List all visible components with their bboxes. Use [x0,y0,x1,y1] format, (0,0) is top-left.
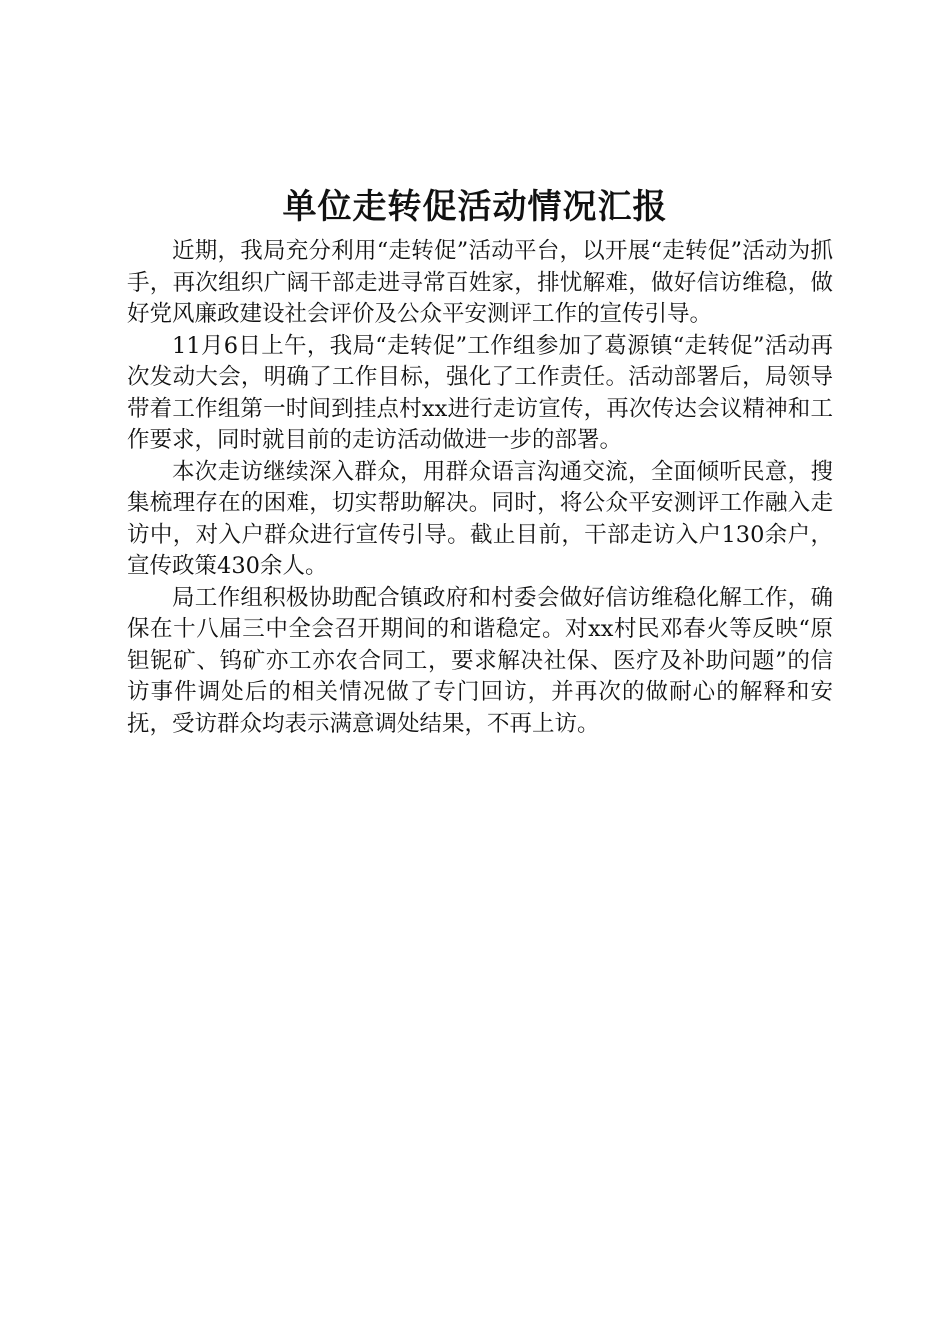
document-body [127,236,833,740]
paragraph-2: 11月6日上午，我局“走转促”工作组参加了葛源镇“走转促”活动再次发动大会，明确了工作目标，强化了工作责任。活动部署后，局领导带着工作组第一时间到挂点村xx进行走访宣传，再次传达会议精神和工作要求，同时就目前的走访活动做进一步的部署。 [127,332,833,453]
paragraph-1: 近期，我局充分利用“走转促”活动平台，以开展“走转促”活动为抓手，再次组织广阔干部走进寻常百姓家，排忧解难，做好信访维稳，做好党风廉政建设社会评价及公众平安测评工作的宣传引导。 [127,238,833,327]
document-title: 单位走转促活动情况汇报 [282,187,668,227]
paragraph-4: 局工作组积极协助配合镇政府和村委会做好信访维稳化解工作，确保在十八届三中全会召开期间的和谐稳定。对xx村民邓春火等反映“原钽铌矿、钨矿亦工亦农合同工，要求解决社保、医疗及补助问题”的信访事件调处后的相关情况做了专门回访，并再次的做耐心的解释和安抚，受访群众均表示满意调处结果，不再上访。 [127,584,833,737]
paragraph-3: 本次走访继续深入群众，用群众语言沟通交流，全面倾听民意，搜集梳理存在的困难，切实帮助解决。同时，将公众平安测评工作融入走访中，对入户群众进行宣传引导。截止目前，干部走访入户130余户，宣传政策430余人。 [127,458,833,579]
